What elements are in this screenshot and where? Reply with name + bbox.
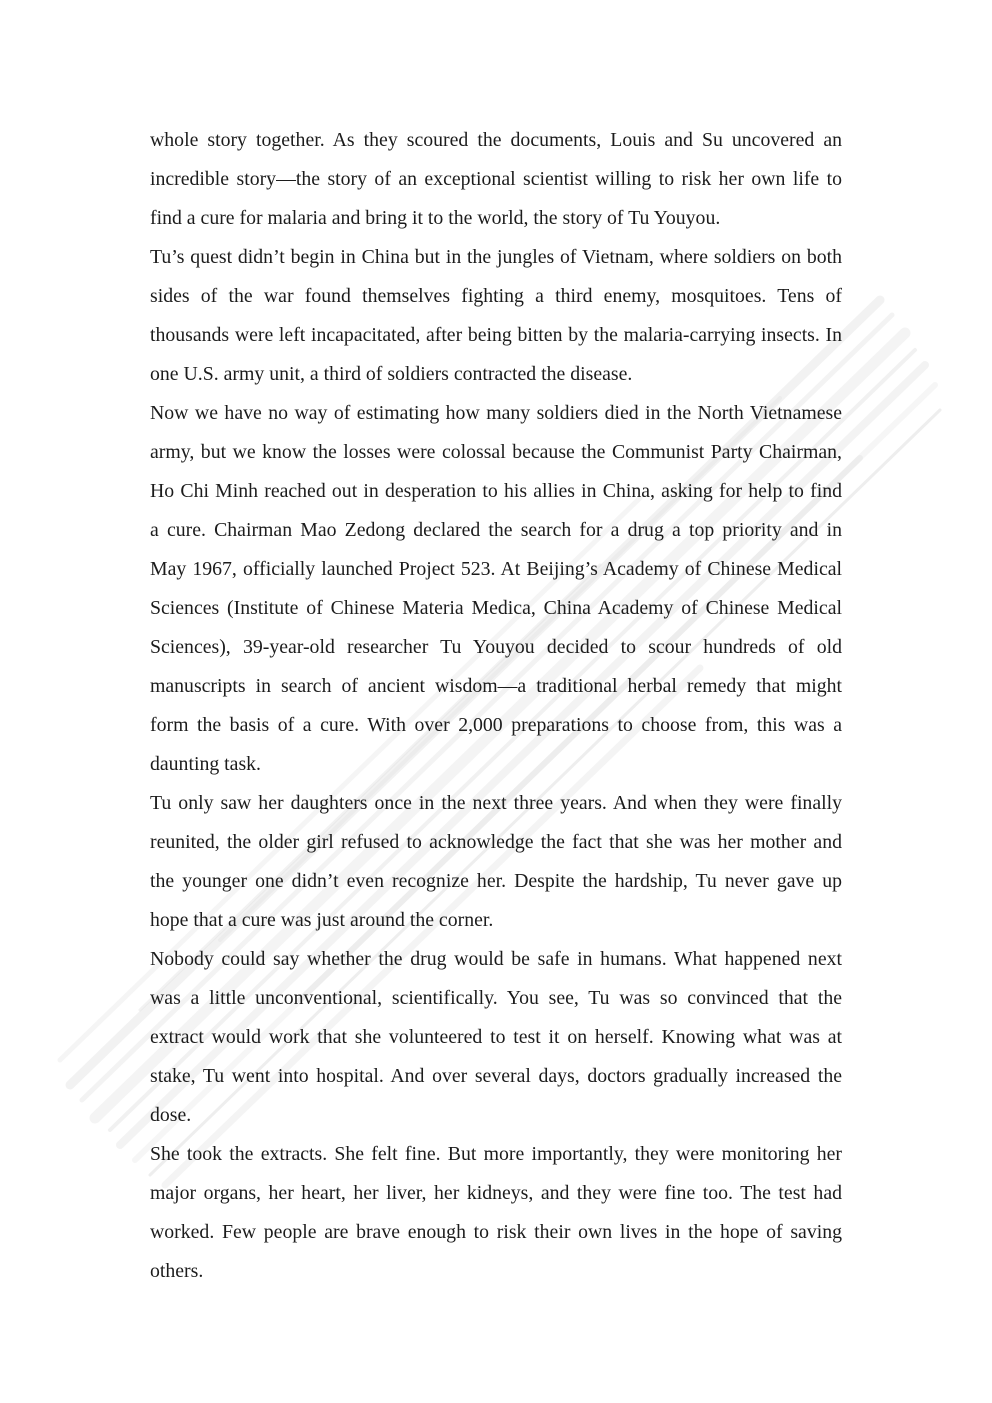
paragraph <box>150 238 842 394</box>
text-line: Tu only saw her daughters once in the next three years. And when they were finally <box>150 792 842 814</box>
text-line: Ho Chi Minh reached out in desperation to his allies in China, asking for help to find <box>150 480 842 502</box>
paragraph <box>150 784 842 940</box>
text-line: find a cure for malaria and bring it to the world, the story of Tu Youyou. <box>150 207 721 229</box>
text-line: manuscripts in search of ancient wisdom—a traditional herbal remedy that might <box>150 675 842 697</box>
text-line: major organs, her heart, her liver, her kidneys, and they were fine too. The test had <box>150 1182 842 1204</box>
paragraph <box>150 394 842 784</box>
text-line: others. <box>150 1260 204 1282</box>
text-line: the younger one didn’t even recognize her. Despite the hardship, Tu never gave up <box>150 870 842 892</box>
text-line: Sciences (Institute of Chinese Materia Medica, China Academy of Chinese Medical <box>150 597 842 619</box>
text-line: Nobody could say whether the drug would be safe in humans. What happened next <box>150 948 842 970</box>
text-line: May 1967, officially launched Project 523. At Beijing’s Academy of Chinese Medical <box>150 558 842 580</box>
text-line: daunting task. <box>150 753 261 775</box>
text-line: Tu’s quest didn’t begin in China but in the jungles of Vietnam, where soldiers on both <box>150 246 842 268</box>
body-text <box>150 121 842 1291</box>
text-line: sides of the war found themselves fighting a third enemy, mosquitoes. Tens of <box>150 285 842 307</box>
text-line: stake, Tu went into hospital. And over several days, doctors gradually increased the <box>150 1065 842 1087</box>
text-line: a cure. Chairman Mao Zedong declared the search for a drug a top priority and in <box>150 519 842 541</box>
text-line: She took the extracts. She felt fine. But more importantly, they were monitoring her <box>150 1143 842 1165</box>
paragraph <box>150 121 842 238</box>
text-line: thousands were left incapacitated, after being bitten by the malaria-carrying insects. In <box>150 324 842 346</box>
text-line: dose. <box>150 1104 192 1126</box>
text-line: extract would work that she volunteered to test it on herself. Knowing what was at <box>150 1026 842 1048</box>
text-line: one U.S. army unit, a third of soldiers contracted the disease. <box>150 363 633 385</box>
text-line: incredible story—the story of an exceptional scientist willing to risk her own life to <box>150 168 842 190</box>
text-line: Now we have no way of estimating how many soldiers died in the North Vietnamese <box>150 402 842 424</box>
text-line: Sciences), 39-year-old researcher Tu Youyou decided to scour hundreds of old <box>150 636 842 658</box>
text-line: form the basis of a cure. With over 2,000 preparations to choose from, this was a <box>150 714 842 736</box>
paragraph <box>150 1135 842 1291</box>
text-line: worked. Few people are brave enough to risk their own lives in the hope of saving <box>150 1221 842 1243</box>
text-line: whole story together. As they scoured the documents, Louis and Su uncovered an <box>150 129 842 151</box>
text-line: army, but we know the losses were colossal because the Communist Party Chairman, <box>150 441 842 463</box>
text-line: reunited, the older girl refused to acknowledge the fact that she was her mother and <box>150 831 842 853</box>
paragraph <box>150 940 842 1135</box>
text-line: hope that a cure was just around the corner. <box>150 909 494 931</box>
text-line: was a little unconventional, scientifically. You see, Tu was so convinced that the <box>150 987 842 1009</box>
